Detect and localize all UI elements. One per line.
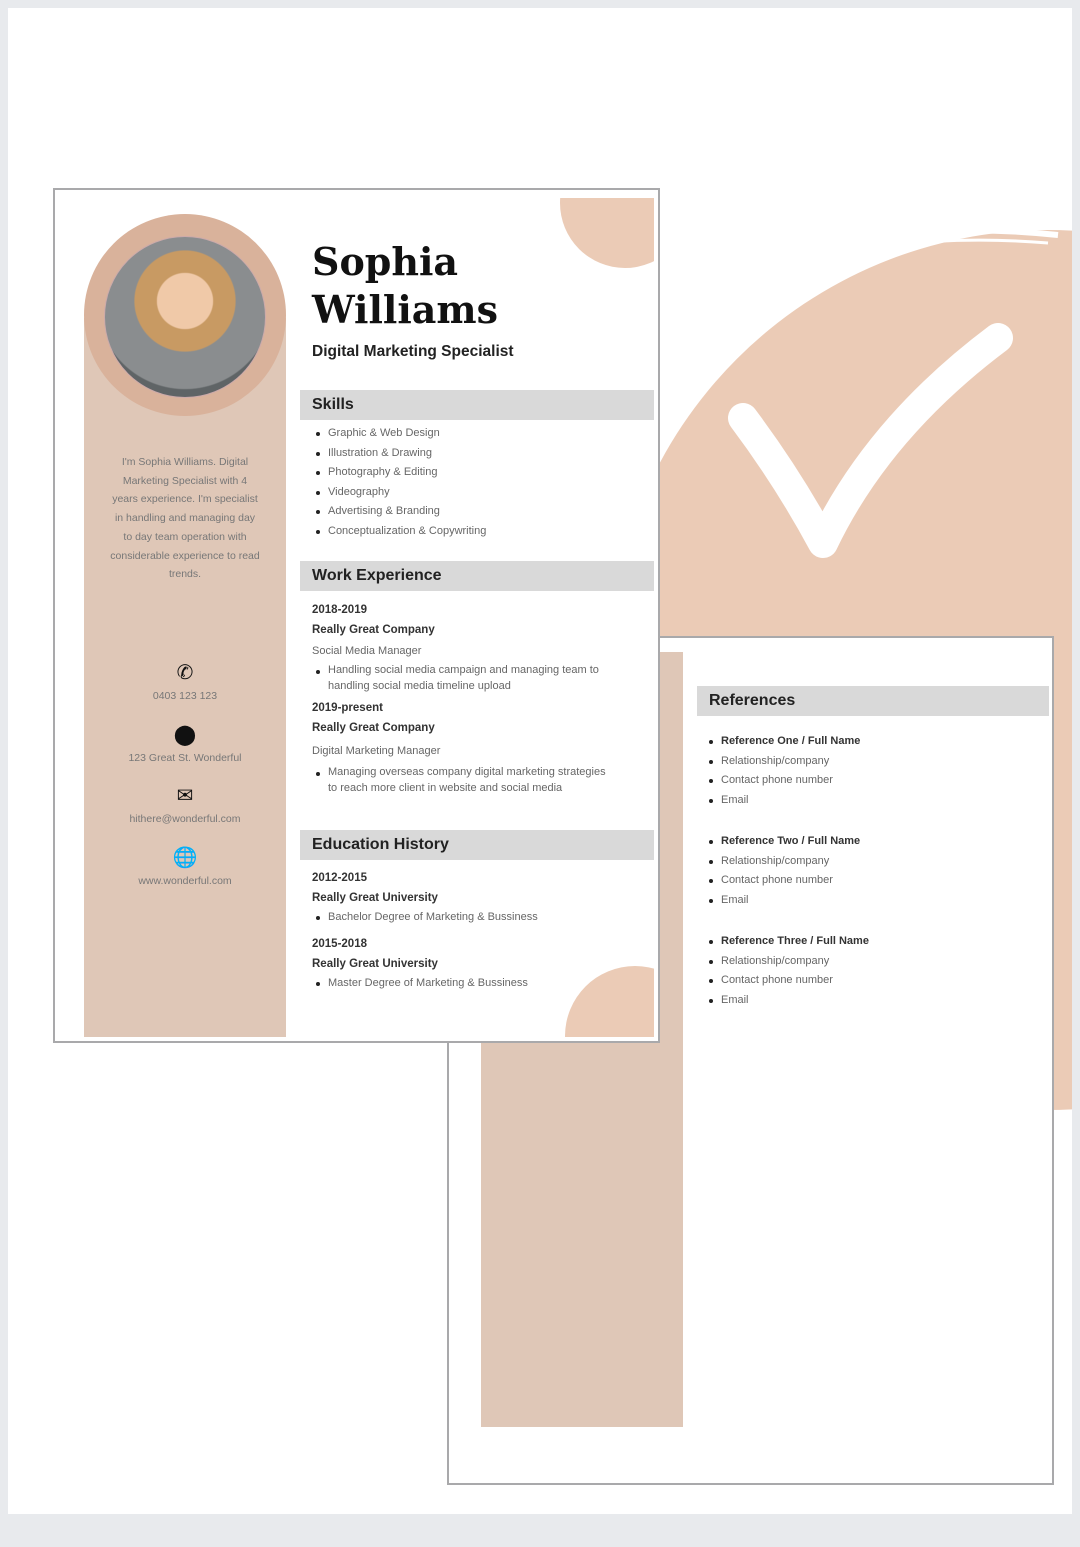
education-degree: Bachelor Degree of Marketing & Bussiness: [312, 908, 632, 928]
resume-page: [53, 188, 660, 1043]
reference-line: Email: [705, 991, 1045, 1011]
skill-item: Conceptualization & Copywriting: [312, 522, 486, 542]
checkmark-icon: [728, 318, 1018, 568]
references-list: [705, 732, 1045, 1010]
reference-item: [705, 732, 1045, 810]
phone-text: 0403 123 123: [152, 690, 218, 702]
email-icon: ✉: [176, 785, 194, 808]
website-text: www.wonderful.com: [138, 875, 232, 888]
skill-item: Advertising & Branding: [312, 502, 486, 522]
work-heading: Work Experience: [300, 561, 654, 591]
about-text: I'm Sophia Williams. Digital Marketing Specialist with 4 years experience. I'm specialist in handling and managing day to day team operation with considerable experience to read trends.: [110, 456, 260, 581]
education-years: 2015-2018: [312, 937, 367, 950]
reference-item: [705, 932, 1045, 1010]
address-text: 123 Great St. Wonderful: [128, 751, 242, 764]
reference-line: Contact phone number: [705, 971, 1045, 991]
reference-name: Reference One / Full Name: [705, 732, 1045, 752]
skill-item: Graphic & Web Design: [312, 424, 486, 444]
reference-item: [705, 832, 1045, 910]
globe-icon: 🌐: [172, 847, 198, 870]
work-company: Really Great Company: [312, 624, 435, 636]
name-heading: [312, 238, 498, 334]
work-role: Social Media Manager: [312, 645, 422, 657]
reference-line: Relationship/company: [705, 852, 1045, 872]
reference-line: Email: [705, 891, 1045, 911]
reference-line: Contact phone number: [705, 871, 1045, 891]
work-years: 2018-2019: [312, 604, 367, 616]
corner-circle: [560, 198, 654, 268]
contact-list: [84, 660, 286, 891]
education-degree: Master Degree of Marketing & Bussiness: [312, 974, 632, 994]
reference-line: Contact phone number: [705, 771, 1045, 791]
first-name: Sophia: [312, 239, 459, 284]
job-title: Digital Marketing Specialist: [312, 343, 514, 360]
work-list: [312, 600, 612, 796]
skill-item: Illustration & Drawing: [312, 444, 486, 464]
email-text: hithere@wonderful.com: [129, 813, 241, 826]
education-heading: Education History: [300, 830, 654, 860]
work-bullet: Handling social media campaign and managing team to handling social media timeline upload: [312, 662, 612, 694]
education-list: [312, 868, 632, 993]
reference-line: Relationship/company: [705, 752, 1045, 772]
skill-item: Videography: [312, 483, 486, 503]
brush-stroke-icon: [748, 213, 1068, 273]
skill-item: Photography & Editing: [312, 463, 486, 483]
education-years: 2012-2015: [312, 872, 367, 884]
reference-name: Reference Two / Full Name: [705, 832, 1045, 852]
skills-heading: Skills: [300, 390, 654, 420]
last-name: Williams: [312, 287, 498, 332]
reference-name: Reference Three / Full Name: [705, 932, 1045, 952]
work-years: 2019-present: [312, 702, 383, 714]
phone-icon: ✆: [176, 662, 194, 684]
reference-line: Email: [705, 791, 1045, 811]
profile-photo: [104, 236, 266, 398]
work-role: Digital Marketing Manager: [312, 745, 441, 757]
skills-list: [312, 424, 486, 541]
education-school: Really Great University: [312, 892, 438, 904]
education-school: Really Great University: [312, 957, 438, 970]
work-bullet: Managing overseas company digital marketing strategies to reach more client in website and social media: [312, 764, 612, 796]
reference-line: Relationship/company: [705, 952, 1045, 972]
location-pin-icon: ⬤: [173, 723, 197, 746]
references-heading: References: [697, 686, 1049, 716]
work-company: Really Great Company: [312, 722, 435, 734]
